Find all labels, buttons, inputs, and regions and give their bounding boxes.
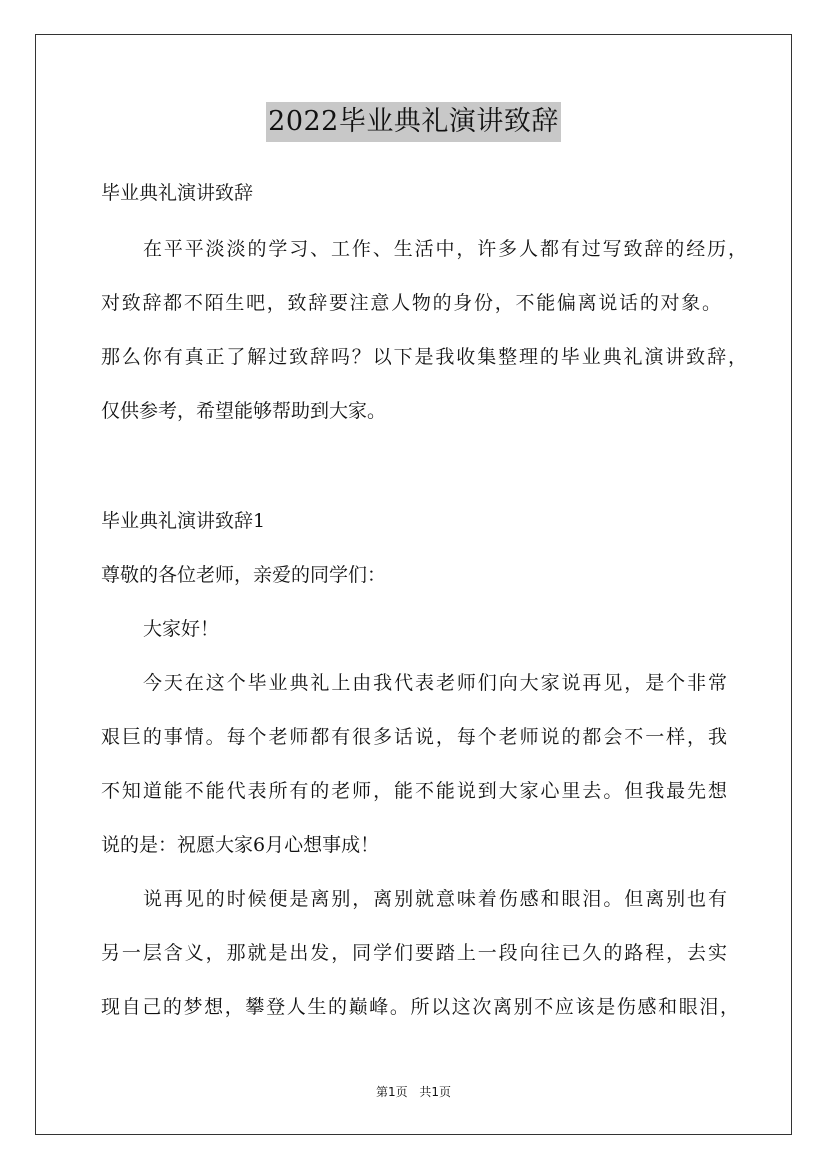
paragraph-line: 今天在这个毕业典礼上由我代表老师们向大家说再见，是个非常 bbox=[143, 672, 727, 694]
paragraph-line: 仅供参考，希望能够帮助到大家。 bbox=[101, 400, 387, 422]
paragraph-line: 艰巨的事情。每个老师都有很多话说，每个老师说的都会不一样，我 bbox=[101, 726, 727, 748]
document-title: 2022毕业典礼演讲致辞 bbox=[266, 102, 561, 142]
paragraph-line: 对致辞都不陌生吧，致辞要注意人物的身份，不能偏离说话的对象。 bbox=[101, 292, 721, 314]
paragraph-line: 不知道能不能代表所有的老师，能不能说到大家心里去。但我最先想 bbox=[101, 780, 727, 802]
section-heading: 毕业典礼演讲致辞1 bbox=[101, 510, 266, 532]
section-heading: 毕业典礼演讲致辞 bbox=[101, 182, 254, 204]
paragraph-line: 那么你有真正了解过致辞吗？以下是我收集整理的毕业典礼演讲致辞， bbox=[101, 346, 747, 368]
paragraph-line: 现自己的梦想，攀登人生的巅峰。所以这次离别不应该是伤感和眼泪， bbox=[101, 996, 739, 1018]
greeting: 大家好！ bbox=[143, 618, 220, 640]
page-total: 共1页 bbox=[419, 1085, 452, 1099]
salutation: 尊敬的各位老师，亲爱的同学们： bbox=[101, 564, 387, 586]
paragraph-line: 说的是：祝愿大家6月心想事成！ bbox=[101, 834, 380, 856]
page-number: 第1页 bbox=[375, 1085, 408, 1099]
paragraph-line: 另一层含义，那就是出发，同学们要踏上一段向往已久的路程，去实 bbox=[101, 942, 727, 964]
paragraph-line: 说再见的时候便是离别，离别就意味着伤感和眼泪。但离别也有 bbox=[143, 888, 727, 910]
paragraph-line: 在平平淡淡的学习、工作、生活中，许多人都有过写致辞的经历， bbox=[143, 238, 747, 260]
page-footer bbox=[0, 1084, 827, 1100]
title-container bbox=[0, 102, 827, 142]
